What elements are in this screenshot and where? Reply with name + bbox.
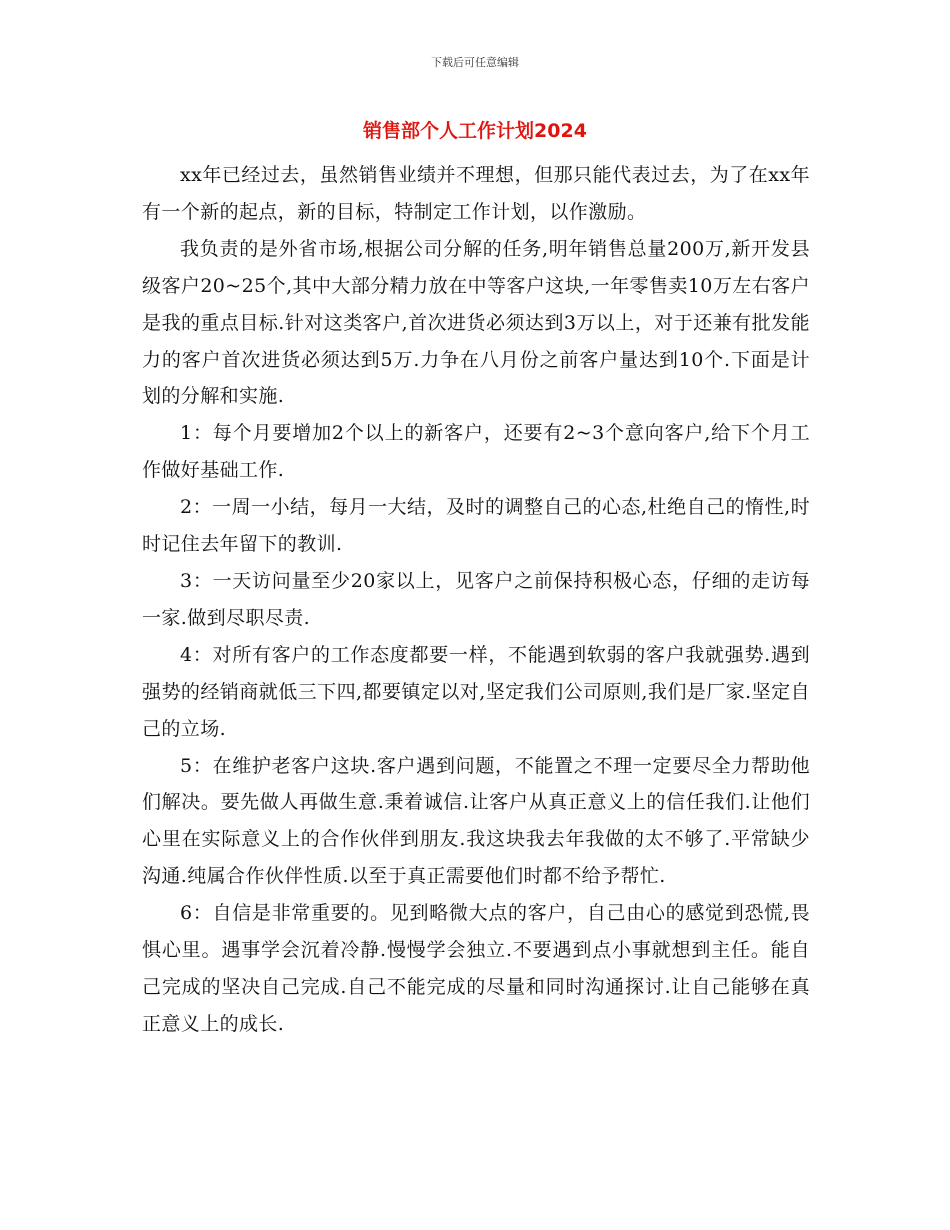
document-body bbox=[142, 157, 810, 1043]
paragraph-intro: xx年已经过去，虽然销售业绩并不理想，但那只能代表过去，为了在xx年有一个新的起点，新的目标，特制定工作计划，以作激励。 bbox=[142, 164, 810, 223]
header-note: 下载后可任意编辑 bbox=[431, 56, 519, 69]
paragraph-item-5: 5：在维护老客户这块.客户遇到问题，不能置之不理一定要尽全力帮助他们解决。要先做人再做生意.秉着诚信.让客户从真正意义上的信任我们.让他们心里在实际意义上的合作伙伴到朋友.我这块我去年我做的太不够了.平常缺少沟通.纯属合作伙伴性质.以至于真正需要他们时都不给予帮忙. bbox=[142, 754, 810, 888]
paragraph-overview: 我负责的是外省市场,根据公司分解的任务,明年销售总量200万,新开发县级客户20~25个,其中大部分精力放在中等客户这块,一年零售卖10万左右客户是我的重点目标.针对这类客户,首次进货必须达到3万以上，对于还兼有批发能力的客户首次进货必须达到5万.力争在八月份之前客户量达到10个.下面是计划的分解和实施. bbox=[142, 237, 810, 408]
paragraph-item-6: 6：自信是非常重要的。见到略微大点的客户，自己由心的感觉到恐慌,畏惧心里。遇事学会沉着冷静.慢慢学会独立.不要遇到点小事就想到主任。能自己完成的坚决自己完成.自己不能完成的尽量和同时沟通探讨.让自己能够在真正意义上的成长. bbox=[142, 902, 810, 1035]
paragraph-item-2: 2：一周一小结，每月一大结，及时的调整自己的心态,杜绝自己的惰性,时时记住去年留下的教训. bbox=[142, 496, 810, 556]
paragraph-item-4: 4：对所有客户的工作态度都要一样，不能遇到软弱的客户我就强势.遇到强势的经销商就低三下四,都要镇定以对,坚定我们公司原则,我们是厂家.坚定自己的立场. bbox=[142, 643, 810, 740]
document-title: 销售部个人工作计划2024 bbox=[363, 120, 587, 142]
paragraph-item-1: 1：每个月要增加2个以上的新客户，还要有2~3个意向客户,给下个月工作做好基础工作. bbox=[142, 422, 810, 482]
paragraph-item-3: 3：一天访问量至少20家以上，见客户之前保持积极心态，仔细的走访每一家.做到尽职尽责. bbox=[142, 569, 810, 629]
